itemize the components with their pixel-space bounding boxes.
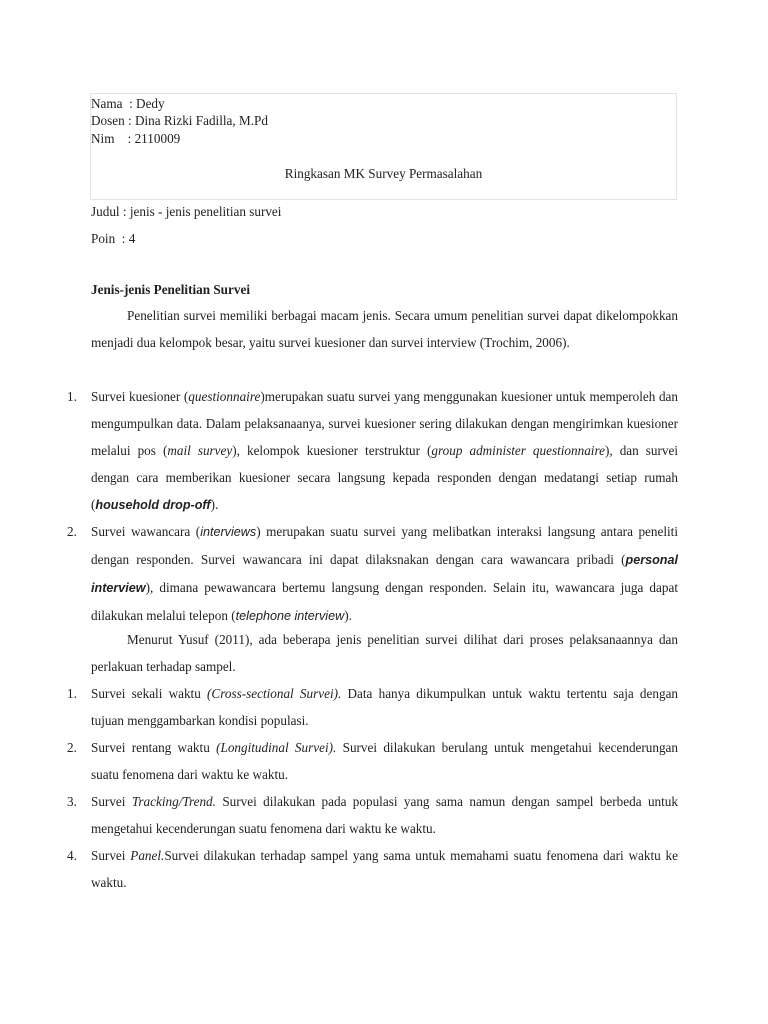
list-item-text: Survei Tracking/Trend. Survei dilakukan pada populasi yang sama namun dengan sampel berbeda untuk mengetahui kecenderungan suatu fenomena dari waktu ke waktu.	[91, 794, 678, 836]
list-item-text: Survei Panel.Survei dilakukan terhadap sampel yang sama untuk memahami suatu fenomena dari waktu ke waktu.	[91, 848, 678, 890]
yusuf-paragraph: Menurut Yusuf (2011), ada beberapa jenis penelitian survei dilihat dari proses pelaksanaannya dan perlakuan terhadap sampel.	[91, 632, 678, 674]
list-number: 2.	[67, 740, 77, 755]
list-number: 4.	[67, 848, 77, 863]
list-item-text: Survei wawancara (interviews) merupakan suatu survei yang melibatkan interaksi langsung antara peneliti dengan responden. Survei wawancara ini dapat dilaksnakan dengan cara wawancara pribadi (personal interview), dimana pewawancara bertemu langsung dengan responden. Selain itu, wawancara juga dapat dilakukan melalui telepon (telephone interview).	[91, 524, 678, 623]
intro-paragraph: Penelitian survei memiliki berbagai macam jenis. Secara umum penelitian survei dapat dikelompokkan menjadi dua kelompok besar, yaitu survei kuesioner dan survei interview (Trochim, 2006).	[91, 308, 678, 350]
section-heading: Jenis-jenis Penelitian Survei	[91, 282, 250, 297]
topic-line: Judul : jenis - jenis penelitian survei	[91, 204, 282, 219]
document-title: Ringkasan MK Survey Permasalahan	[284, 166, 483, 181]
lecturer-line: Dosen : Dina Rizki Fadilla, M.Pd	[91, 113, 268, 128]
student-id-line: Nim : 2110009	[91, 131, 181, 146]
list-number: 2.	[67, 524, 77, 539]
point-line: Poin : 4	[91, 231, 136, 246]
list-item-text: Survei kuesioner (questionnaire)merupakan suatu survei yang menggunakan kuesioner untuk memperoleh dan mengumpulkan data. Dalam pelaksanaanya, survei kuesioner sering dilakukan dengan mengirimkan kuesioner melalui pos (mail survey), kelompok kuesioner terstruktur (group administer questionnaire), dan survei dengan cara memberikan kuesioner secara langsung kepada responden dengan medatangi setiap rumah (household drop-off).	[91, 389, 678, 512]
list-item-text: Survei sekali waktu (Cross-sectional Survei). Data hanya dikumpulkan untuk waktu tertentu saja dengan tujuan menggambarkan kondisi populasi.	[91, 686, 679, 728]
list-number: 3.	[67, 794, 77, 809]
list-number: 1.	[67, 686, 77, 701]
student-name-line: Nama : Dedy	[91, 96, 165, 111]
list-item-text: Survei rentang waktu (Longitudinal Survei). Survei dilakukan berulang untuk mengetahui kecenderungan suatu fenomena dari waktu ke waktu.	[91, 740, 679, 782]
list-number: 1.	[67, 389, 77, 404]
